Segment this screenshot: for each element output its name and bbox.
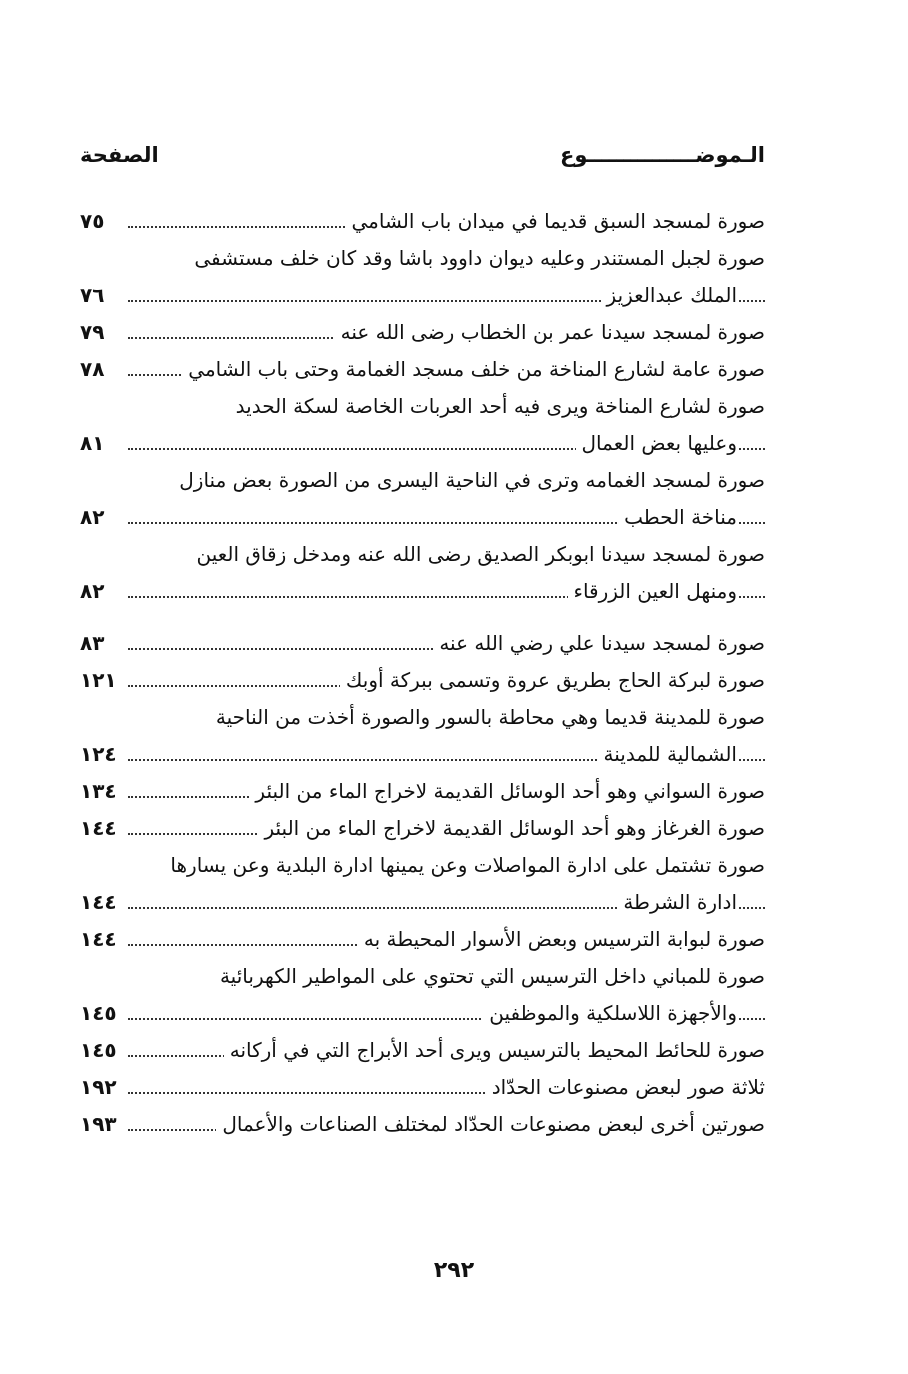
entry-title: صورة لمسجد سيدنا ابوبكر الصديق رضى الله عنه ومدخل زقاق العين (191, 536, 766, 573)
toc-entry-continuation (80, 277, 765, 314)
entry-title: صورة الغرغاز وهو أحد الوسائل القديمة لاخراج الماء من البئر (258, 810, 765, 847)
toc-entry (80, 921, 765, 958)
entry-page-number: ٨٣ (80, 625, 126, 662)
entry-page-number: ١٣٤ (80, 773, 126, 810)
entry-title: صورة لشارع المناخة ويرى فيه أحد العربات الخاصة لسكة الحديد (230, 388, 765, 425)
entry-title: ثلاثة صور لبعض مصنوعات الحدّاد (486, 1069, 765, 1106)
entry-page-number: ١٤٤ (80, 921, 126, 958)
toc-entry (80, 662, 765, 699)
toc-entry (80, 351, 765, 388)
entry-title: صورتين أخرى لبعض مصنوعات الحدّاد لمختلف الصناعات والأعمال (216, 1106, 765, 1143)
entry-title: صورة تشتمل على ادارة المواصلات وعن يمينها ادارة البلدية وعن يسارها (164, 847, 765, 884)
page-column-heading: الصفحة (80, 143, 159, 167)
entry-title: صورة لبوابة الترسيس وبعض الأسوار المحيطة به (358, 921, 765, 958)
toc-entry (80, 314, 765, 351)
entry-title: صورة لبركة الحاج بطريق عروة وتسمى ببركة أوبك (340, 662, 765, 699)
entry-page-number: ٧٩ (80, 314, 126, 351)
toc-entry-continuation (80, 995, 765, 1032)
entry-page-number: ٧٨ (80, 351, 126, 388)
entry-title: مناخة الحطب (618, 499, 737, 536)
entry-title: والأجهزة اللاسلكية والموظفين (483, 995, 737, 1032)
entry-title: صورة للمباني داخل الترسيس التي تحتوي على المواطير الكهربائية (214, 958, 765, 995)
entry-page-number: ١٤٤ (80, 884, 126, 921)
entry-page-number: ١٢٤ (80, 736, 126, 773)
entry-title: ادارة الشرطة (617, 884, 737, 921)
toc-entry-continuation (80, 425, 765, 462)
entry-page-number: ٨٢ (80, 573, 126, 610)
entry-page-number: ١٢١ (80, 662, 126, 699)
toc-entry (80, 773, 765, 810)
toc-entry (80, 625, 765, 662)
entry-page-number: ٧٥ (80, 203, 126, 240)
entry-title: صورة لمسجد الغمامه وترى في الناحية اليسرى من الصورة بعض منازل (173, 462, 765, 499)
entry-title: صورة السواني وهو أحد الوسائل القديمة لاخراج الماء من البئر (249, 773, 765, 810)
page-folio-number: ٢٩٢ (433, 1258, 475, 1283)
toc-entry (80, 847, 765, 884)
toc-entry (80, 462, 765, 499)
toc-entry-continuation (80, 736, 765, 773)
entry-page-number: ١٤٥ (80, 1032, 126, 1069)
toc-entry (80, 810, 765, 847)
toc-entry-continuation (80, 573, 765, 610)
entry-page-number: ٧٦ (80, 277, 126, 314)
entry-page-number: ١٩٣ (80, 1106, 126, 1143)
toc-entry (80, 536, 765, 573)
toc-entry (80, 240, 765, 277)
toc-entry (80, 1032, 765, 1069)
toc-entry (80, 1106, 765, 1143)
entry-title: وعليها بعض العمال (576, 425, 737, 462)
toc-entry (80, 958, 765, 995)
toc-entry-continuation (80, 884, 765, 921)
entry-title: صورة للحائط المحيط بالترسيس ويرى أحد الأبراج التي في أركانه (224, 1032, 765, 1069)
toc-entry (80, 699, 765, 736)
entry-title: صورة عامة لشارع المناخة من خلف مسجد الغمامة وحتى باب الشامي (182, 351, 765, 388)
entry-title: صورة لمسجد السبق قديما في ميدان باب الشامي (345, 203, 765, 240)
entry-title: صورة لجبل المستندر وعليه ديوان داوود باشا وقد كان خلف مستشفى (188, 240, 765, 277)
entry-page-number: ١٤٥ (80, 995, 126, 1032)
entry-title: صورة لمسجد سيدنا علي رضي الله عنه (433, 625, 765, 662)
entry-page-number: ٨١ (80, 425, 126, 462)
toc-entry (80, 388, 765, 425)
toc-list (80, 203, 765, 1143)
entry-title: ومنهل العين الزرقاء (568, 573, 737, 610)
entry-title: الشمالية للمدينة (598, 736, 737, 773)
entry-page-number: ١٤٤ (80, 810, 126, 847)
entry-title: صورة للمدينة قديما وهي محاطة بالسور والصورة أخذت من الناحية (210, 699, 765, 736)
entry-title: صورة لمسجد سيدنا عمر بن الخطاب رضى الله عنه (335, 314, 765, 351)
toc-entry (80, 1069, 765, 1106)
toc-entry (80, 203, 765, 240)
toc-entry-continuation (80, 499, 765, 536)
entry-page-number: ١٩٢ (80, 1069, 126, 1106)
toc-header (80, 143, 765, 183)
entry-page-number: ٨٢ (80, 499, 126, 536)
subject-column-heading: الـموضـــــــــــــــوع (560, 143, 765, 167)
entry-title: الملك عبدالعزيز (601, 277, 737, 314)
